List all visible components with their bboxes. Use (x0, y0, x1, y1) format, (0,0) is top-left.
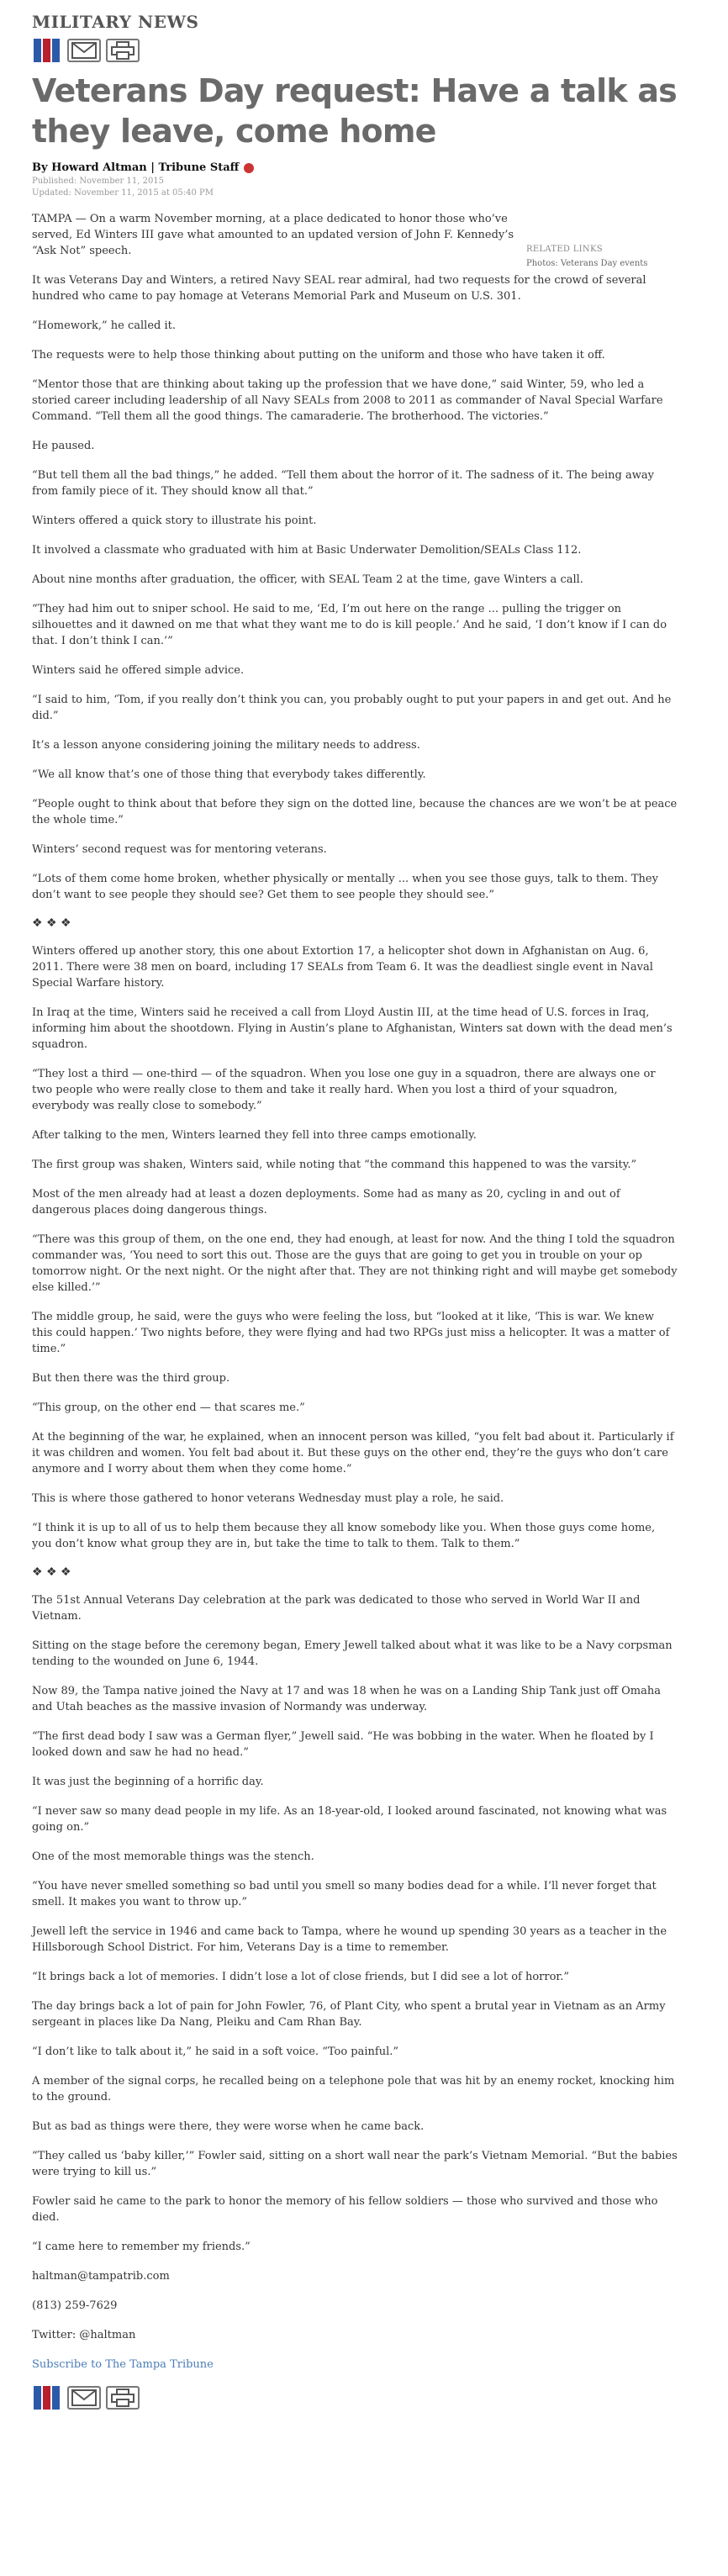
paragraph: One of the most memorable things was the stench. (32, 1850, 314, 1863)
paragraph: It was Veterans Day and Winters, a retired Navy SEAL rear admiral, had two requests for the crowd of several hundred who came to pay homage at Veterans Memorial Park and Museum on U.S. 301. (32, 274, 646, 303)
paragraph: “I think it is up to all of us to help them because they all know somebody like you. When those guys come home, you don’t know what group they are in, but take the time to talk to them. Talk to them.” (32, 1522, 656, 1550)
paragraph: The 51st Annual Veterans Day celebration at the park was dedicated to those who served in World War II and Vietnam. (32, 1594, 641, 1623)
paragraph: In Iraq at the time, Winters said he received a call from Lloyd Austin III, at the time head of U.S. forces in Iraq, informing him about the shootdown. Flying in Austin’s plane to Afghanistan, Winters sat down with the dead men’s squadron. (32, 1006, 673, 1051)
paragraph: Winters offered up another story, this one about Extortion 17, a helicopter shot down in Afghanistan on Aug. 6, 2011. There were 38 men on board, including 17 SEALs from Team 6. It was the deadliest single event in Naval Special Warfare history. (32, 945, 653, 990)
paragraph: He paused. (32, 440, 95, 452)
paragraph: It involved a classmate who graduated with him at Basic Underwater Demolition/SEALs Class 112. (32, 544, 582, 557)
paragraph: “Homework,” he called it. (32, 319, 176, 332)
subscribe-link[interactable]: Subscribe to The Tampa Tribune (32, 2358, 214, 2371)
paragraph: Jewell left the service in 1946 and came back to Tampa, where he wound up spending 30 years as a teacher in the Hillsborough School District. For him, Veterans Day is a time to remember. (32, 1925, 667, 1954)
paragraph: “I never saw so many dead people in my life. As an 18-year-old, I looked around fascinated, not knowing what was going on.” (32, 1805, 667, 1834)
paragraph: “They called us ‘baby killer,’” Fowler said, sitting on a short wall near the park’s Vietnam Memorial. “But the babies were trying to kill us.” (32, 2150, 678, 2178)
paragraph: “Mentor those that are thinking about taking up the profession that we have done,” said Winter, 59, who led a storied career including leadership of all Navy SEALs from 2008 to 2011 as commander of Naval Special Warfare Command. “Tell them all the good things. The camaraderie. The brotherhood. The victories.” (32, 378, 663, 423)
author-email[interactable]: haltman@tampatrib.com (32, 2270, 170, 2283)
paragraph: Now 89, the Tampa native joined the Navy at 17 and was 18 when he was on a Landing Ship Tank just off Omaha and Utah beaches as the massive invasion of Normandy was underway. (32, 1685, 661, 1713)
share-bar-bottom (32, 2386, 678, 2410)
paragraph: The day brings back a lot of pain for John Fowler, 76, of Plant City, who spent a brutal year in Vietnam as an Army sergeant in places like Da Nang, Pleiku and Cam Rhan Bay. (32, 2000, 666, 2029)
dates (32, 176, 678, 199)
article-body-part-2 (32, 943, 678, 1552)
paragraph: About nine months after graduation, the officer, with SEAL Team 2 at the time, gave Winters a call. (32, 573, 583, 586)
flag-icon[interactable] (32, 2386, 62, 2410)
paragraph: “There was this group of them, on the one end, they had enough, at least for now. And the thing I told the squadron commander was, ‘You need to sort this out. Those are the guys that are going to get you in trouble on your op tomorrow night. Or the next night. Or the night after that. They are not thinking right and will maybe get somebody else killed.’” (32, 1233, 678, 1294)
paragraph: Winters’ second request was for mentoring veterans. (32, 843, 327, 856)
paragraph: But then there was the third group. (32, 1372, 230, 1385)
contact-block (32, 2268, 678, 2373)
paragraph: Sitting on the stage before the ceremony began, Emery Jewell talked about what it was like to be a Navy corpsman tending to the wounded on June 6, 1944. (32, 1639, 673, 1668)
paragraph: It’s a lesson anyone considering joining the military needs to address. (32, 739, 420, 752)
section-separator: ❖ ❖ ❖ (32, 1565, 71, 1579)
section-separator: ❖ ❖ ❖ (32, 916, 71, 930)
paragraph: “I said to him, ‘Tom, if you really don’t think you can, you probably ought to put your papers in and get out. And he did.” (32, 694, 672, 722)
paragraph: The middle group, he said, were the guys who were feeling the loss, but “looked at it like, ‘This is war. We knew this could happen.’ Two nights before, they were flying and had two RPGs just miss a helicopter. It was a matter of time.” (32, 1311, 670, 1355)
paragraph: “You have never smelled something so bad until you smell so many bodies dead for a while. I’ll never forget that smell. It makes you want to throw up.” (32, 1880, 657, 1908)
byline-text: By Howard Altman | Tribune Staff (32, 161, 240, 174)
paragraph: “But tell them all the bad things,” he added. “Tell them about the horror of it. The sadness of it. The being away from family piece of it. They should know all that.” (32, 469, 654, 498)
byline (32, 161, 678, 174)
headline: Veterans Day request: Have a talk as they leave, come home (32, 72, 677, 150)
paragraph: “We all know that’s one of those thing that everybody takes differently. (32, 768, 426, 781)
article-body-part-1 (32, 272, 678, 903)
share-bar-top (32, 39, 678, 62)
article-body-part-3 (32, 1592, 678, 2255)
author-badge-icon[interactable] (244, 163, 254, 173)
lede-wrap (32, 211, 678, 268)
paragraph: “I don’t like to talk about it,” he said in a soft voice. “Too painful.” (32, 2045, 399, 2058)
author-phone: (813) 259-7629 (32, 2299, 118, 2312)
print-icon[interactable] (106, 39, 140, 62)
print-icon[interactable] (106, 2386, 140, 2410)
paragraph: The requests were to help those thinking about putting on the uniform and those who have taken it off. (32, 349, 605, 362)
updated-date: Updated: November 11, 2015 at 05:40 PM (32, 188, 214, 198)
paragraph: “This group, on the other end — that scares me.” (32, 1401, 305, 1414)
paragraph: The first group was shaken, Winters said, while noting that “the command this happened to was the varsity.” (32, 1159, 637, 1171)
paragraph: But as bad as things were there, they were worse when he came back. (32, 2120, 425, 2133)
paragraph: At the beginning of the war, he explained, when an innocent person was killed, “you felt bad about it. Particularly if it was children and women. You felt bad about it. But these guys on the other end, they’re the guys who don’t care anymore and I worry about them when they come home.” (32, 1431, 674, 1475)
published-date: Published: November 11, 2015 (32, 177, 165, 186)
author-twitter[interactable]: Twitter: @haltman (32, 2329, 136, 2341)
paragraph: “People ought to think about that before they sign on the dotted line, because the chances are we won’t be at peace the whole time.” (32, 798, 678, 826)
paragraph: “They lost a third — one-third — of the squadron. When you lose one guy in a squadron, there are always one or two people who were really close to them and take it really hard. When you lost a third of your squadron, everybody was really close to somebody.” (32, 1068, 656, 1112)
paragraph: Winters offered a quick story to illustrate his point. (32, 515, 317, 527)
related-link[interactable]: Photos: Veterans Day events (526, 259, 648, 268)
paragraph: “They had him out to sniper school. He said to me, ‘Ed, I’m out here on the range ... pulling the trigger on silhouettes and it dawned on me that what they want me to do is kill people.’ And he said, ‘I don’t know if I can do that. I don’t think I can.’” (32, 603, 667, 647)
paragraph: After talking to the men, Winters learned they fell into three camps emotionally. (32, 1129, 477, 1142)
mail-icon[interactable] (67, 39, 101, 62)
mail-icon[interactable] (67, 2386, 101, 2410)
related-links (526, 245, 669, 268)
related-links-title: RELATED LINKS (526, 245, 603, 254)
paragraph: “Lots of them come home broken, whether physically or mentally ... when you see those guys, talk to them. They don’t want to see people they should see? Get them to see people they should see.” (32, 873, 658, 901)
paragraph: “It brings back a lot of memories. I didn’t lose a lot of close friends, but I did see a lot of horror.” (32, 1971, 569, 1983)
paragraph: A member of the signal corps, he recalled being on a telephone pole that was hit by an enemy rocket, knocking him to the ground. (32, 2075, 675, 2104)
flag-icon[interactable] (32, 39, 62, 62)
paragraph: Fowler said he came to the park to honor the memory of his fellow soldiers — those who survived and those who died. (32, 2195, 658, 2224)
paragraph: “I came here to remember my friends.” (32, 2241, 251, 2253)
paragraph: Most of the men already had at least a dozen deployments. Some had as many as 20, cycling in and out of dangerous places doing dangerous things. (32, 1188, 620, 1217)
paragraph: “The first dead body I saw was a German flyer,” Jewell said. “He was bobbing in the water. When he floated by I looked down and saw he had no head.” (32, 1730, 654, 1759)
paragraph: Winters said he offered simple advice. (32, 664, 245, 677)
lede-paragraph: TAMPA — On a warm November morning, at a place dedicated to honor those who’ve served, Ed Winters III gave what amounted to an updated version of John F. Kennedy’s “Ask Not” speech. (32, 213, 514, 257)
paragraph: It was just the beginning of a horrific day. (32, 1776, 264, 1788)
section-label: MILITARY NEWS (32, 12, 199, 32)
paragraph: This is where those gathered to honor veterans Wednesday must play a role, he said. (32, 1492, 504, 1505)
